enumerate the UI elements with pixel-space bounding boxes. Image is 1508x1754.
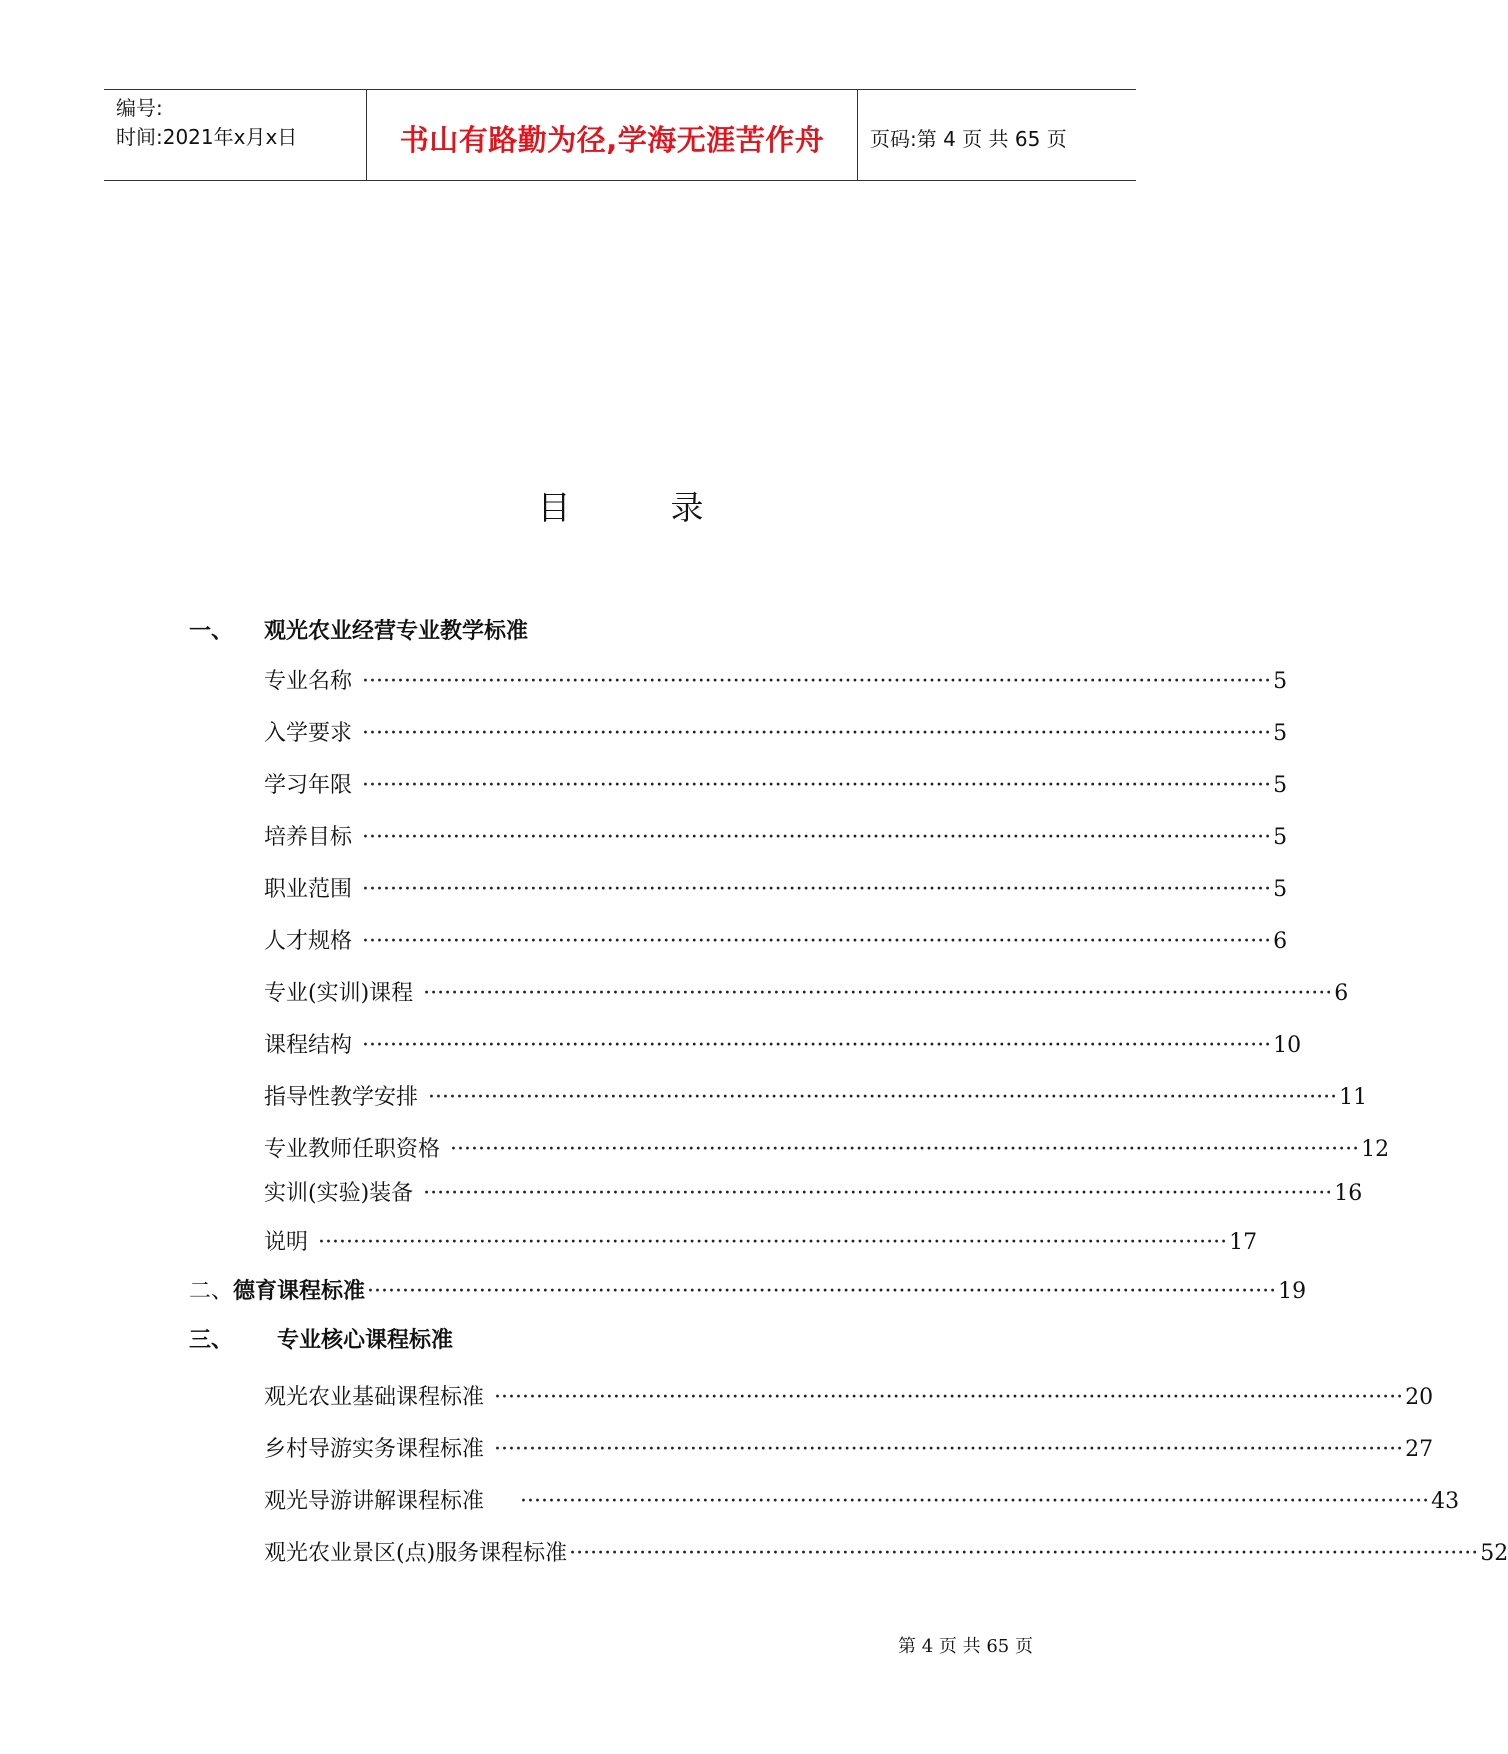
section-title: 德育课程标准	[233, 1279, 366, 1304]
toc-entry-page: 5	[1273, 877, 1288, 902]
toc-entry-label: 职业范围	[264, 877, 353, 902]
toc-entry-label: 培养目标	[264, 825, 353, 850]
toc-entry-page: 5	[1273, 669, 1288, 694]
leader-dots: ··································································································································	[362, 721, 1272, 746]
toc-entry[interactable]	[264, 664, 1288, 695]
toc-entry-page: 6	[1334, 981, 1349, 1006]
leader-dots: ··································································································································	[362, 773, 1272, 798]
toc-entry-page: 5	[1273, 721, 1288, 746]
toc-entry[interactable]	[264, 768, 1288, 799]
page-footer: 第 4 页 共 65 页	[898, 1636, 1033, 1657]
toc-entry[interactable]	[264, 1432, 1434, 1463]
toc-entry-label: 专业教师任职资格	[264, 1137, 441, 1162]
toc-entry[interactable]	[264, 1536, 1508, 1567]
toc-section-3	[189, 1323, 1055, 1354]
toc-entry[interactable]	[264, 1484, 1460, 1515]
toc-entry-label: 说明	[264, 1230, 309, 1255]
leader-dots: ··································································································································	[494, 1385, 1404, 1410]
toc-entry[interactable]	[264, 924, 1288, 955]
motto-text: 书山有路勤为径,学海无涯苦作舟	[399, 123, 825, 157]
toc-entry[interactable]	[264, 1380, 1434, 1411]
leader-dots: ··································································································································	[428, 1085, 1338, 1110]
toc-entry-page: 16	[1334, 1181, 1363, 1206]
toc-entry[interactable]	[264, 820, 1288, 851]
toc-title-char-2: 录	[670, 488, 704, 527]
toc-entry[interactable]	[264, 716, 1288, 747]
toc-entry-page: 5	[1273, 825, 1288, 850]
toc-entry-label: 观光农业景区(点)服务课程标准	[264, 1541, 568, 1566]
toc-entry[interactable]	[264, 976, 1349, 1007]
section-page: 19	[1278, 1279, 1307, 1304]
toc-entry-label: 入学要求	[264, 721, 353, 746]
header-middle-cell	[367, 90, 858, 180]
toc-entry-page: 6	[1273, 929, 1288, 954]
leader-dots: ··································································································································	[569, 1541, 1479, 1566]
toc-entry-label: 实训(实验)装备	[264, 1181, 414, 1206]
toc-entry[interactable]	[264, 1028, 1302, 1059]
toc-entry-label: 观光农业基础课程标准	[264, 1385, 485, 1410]
toc-entry-page: 5	[1273, 773, 1288, 798]
toc-entry[interactable]	[264, 1132, 1390, 1163]
section-title: 专业核心课程标准	[277, 1328, 454, 1353]
section-number: 二、	[189, 1279, 234, 1304]
leader-dots: ··································································································································	[494, 1437, 1404, 1462]
toc-entry-label: 人才规格	[264, 929, 353, 954]
leader-dots: ··································································································································	[362, 669, 1272, 694]
section-title: 观光农业经营专业教学标准	[264, 619, 529, 644]
toc-section-2[interactable]	[189, 1274, 1307, 1305]
leader-dots: ··································································································································	[362, 929, 1272, 954]
toc-entry-label: 指导性教学安排	[264, 1085, 419, 1110]
toc-entry-page: 11	[1339, 1085, 1368, 1110]
toc-section-1	[189, 614, 1055, 645]
leader-dots: ··································································································································	[520, 1489, 1430, 1514]
toc-entry-page: 20	[1405, 1385, 1434, 1410]
toc-entry-page: 52	[1480, 1541, 1508, 1566]
leader-dots: ··································································································································	[362, 825, 1272, 850]
toc-entry-page: 17	[1229, 1230, 1258, 1255]
toc-entry-label: 课程结构	[264, 1033, 353, 1058]
toc-title-char-1: 目	[537, 488, 571, 527]
leader-dots: ··································································································································	[362, 877, 1272, 902]
leader-dots: ··································································································································	[367, 1279, 1277, 1304]
leader-dots: ··································································································································	[423, 981, 1333, 1006]
toc-entry-label: 专业名称	[264, 669, 353, 694]
section-number: 一、	[189, 618, 234, 644]
toc-entry[interactable]	[264, 872, 1288, 903]
header-right-cell	[858, 90, 1136, 180]
toc-entry[interactable]	[264, 1225, 1258, 1256]
page-header	[104, 89, 1136, 181]
leader-dots: ··································································································································	[423, 1181, 1333, 1206]
toc-entry-page: 27	[1405, 1437, 1434, 1462]
toc-entry-page: 12	[1361, 1137, 1390, 1162]
leader-dots: ··································································································································	[318, 1230, 1228, 1255]
toc-title	[0, 482, 1241, 529]
toc-entry-label: 学习年限	[264, 773, 353, 798]
leader-dots: ··································································································································	[450, 1137, 1360, 1162]
section-number: 三、	[189, 1327, 234, 1353]
time-label: 时间:2021年x月x日	[116, 125, 298, 149]
number-label: 编号:	[116, 96, 163, 120]
header-page-info: 页码:第 4 页 共 65 页	[870, 127, 1067, 151]
header-left-cell	[104, 90, 367, 180]
toc-entry[interactable]	[264, 1176, 1363, 1207]
toc-entry-page: 10	[1273, 1033, 1302, 1058]
toc-entry[interactable]	[264, 1080, 1368, 1111]
leader-dots: ··································································································································	[362, 1033, 1272, 1058]
toc-entry-label: 专业(实训)课程	[264, 981, 414, 1006]
toc-entry-page: 43	[1431, 1489, 1460, 1514]
toc-entry-label: 观光导游讲解课程标准	[264, 1489, 485, 1514]
toc-entry-label: 乡村导游实务课程标准	[264, 1437, 485, 1462]
